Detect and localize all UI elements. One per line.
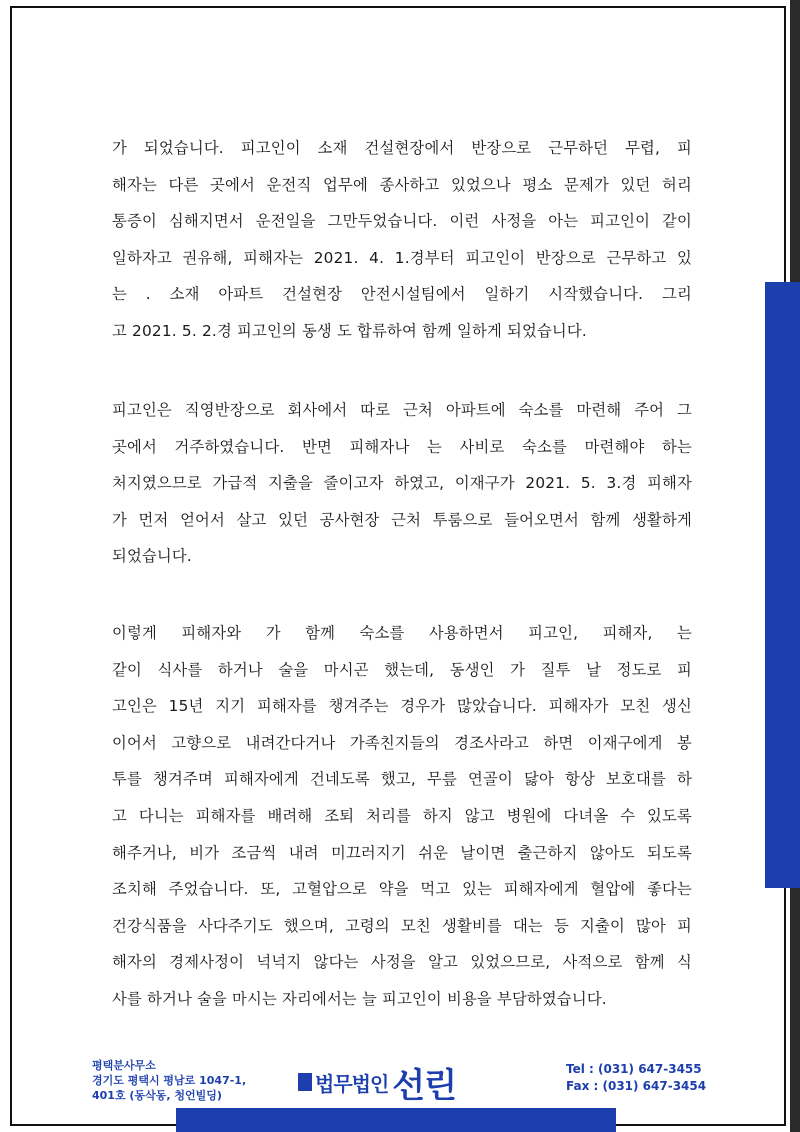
text-line: 투를 챙겨주며 피해자에게 건네도록 했고, 무릎 연골이 닳아 항상 보호대를 하	[112, 770, 692, 789]
footer-contact	[566, 1061, 706, 1095]
paragraph-2	[112, 392, 692, 575]
text-line: 는 . 소재 아파트 건설현장 안전시설팀에서 일하기 시작했습니다. 그리	[112, 285, 692, 304]
text-line: 이어서 고향으로 내려간다거나 가족친지들의 경조사라고 하면 이재구에게 봉	[112, 733, 692, 752]
office-name: 평택분사무소	[92, 1059, 156, 1072]
text-line: 곳에서 거주하였습니다. 반면 피해자나 는 사비로 숙소를 마련해야 하는	[112, 437, 692, 456]
text-line: 가 되었습니다. 피고인이 소재 건설현장에서 반장으로 근무하던 무렵, 피	[112, 139, 692, 157]
paragraph-1	[112, 130, 692, 350]
side-accent-stripe	[765, 282, 800, 888]
paragraph-3	[112, 615, 692, 1018]
firm-logo	[298, 1062, 456, 1106]
text-line: 가 먼저 얻어서 살고 있던 공사현장 근처 투룸으로 들어오면서 함께 생활하게	[112, 510, 692, 529]
text-line: 고 2021. 5. 2.경 피고인의 동생 도 합류하여 함께 일하게 되었습니다.	[112, 321, 587, 340]
logo-prefix: 법무법인	[315, 1071, 389, 1096]
text-line: 피고인은 직영반장으로 회사에서 따로 근처 아파트에 숙소를 마련해 주어 그	[112, 401, 692, 419]
text-line: 일하자고 권유해, 피해자는 2021. 4. 1.경부터 피고인이 반장으로 근무하고 있	[112, 248, 692, 267]
office-address-line-2: 401호 (동삭동, 청언빌딩)	[92, 1089, 222, 1102]
footer-office-info	[92, 1058, 246, 1103]
phone-number: Tel : (031) 647-3455	[566, 1062, 702, 1076]
text-line: 이렇게 피해자와 가 함께 숙소를 사용하면서 피고인, 피해자, 는	[112, 624, 692, 642]
office-address-line-1: 경기도 평택시 평남로 1047-1,	[92, 1074, 247, 1087]
text-line: 사를 하거나 술을 마시는 자리에서는 늘 피고인이 비용을 부담하였습니다.	[112, 989, 607, 1008]
text-line: 해주거나, 비가 조금씩 내려 미끄러지기 쉬운 날이면 출근하지 않아도 되도록	[112, 843, 692, 862]
text-line: 고 다니는 피해자를 배려해 조퇴 처리를 하지 않고 병원에 다녀올 수 있도록	[112, 806, 692, 825]
bottom-accent-stripe	[176, 1108, 616, 1132]
text-line: 같이 식사를 하거나 술을 마시곤 했는데, 동생인 가 질투 날 정도로 피	[112, 660, 692, 679]
text-line: 처지였으므로 가급적 지출을 줄이고자 하였고, 이재구가 2021. 5. 3.경 피해자	[112, 474, 692, 493]
logo-mark-icon	[298, 1073, 312, 1091]
fax-number: Fax : (031) 647-3454	[566, 1079, 707, 1093]
text-line: 고인은 15년 지기 피해자를 챙겨주는 경우가 많았습니다. 피해자가 모친 생신	[112, 697, 692, 716]
text-line: 건강식품을 사다주기도 했으며, 고령의 모친 생활비를 대는 등 지출이 많아 피	[112, 916, 692, 935]
text-line: 통증이 심해지면서 운전일을 그만두었습니다. 이런 사정을 아는 피고인이 같이	[112, 212, 692, 231]
text-line: 조치해 주었습니다. 또, 고혈압으로 약을 먹고 있는 피해자에게 혈압에 좋다는	[112, 880, 692, 899]
text-line: 되었습니다.	[112, 547, 192, 566]
text-line: 해자는 다른 곳에서 운전직 업무에 종사하고 있었으나 평소 문제가 있던 허리	[112, 175, 692, 194]
logo-name: 선린	[392, 1065, 456, 1106]
text-line: 해자의 경제사정이 넉넉지 않다는 사정을 알고 있었으므로, 사적으로 함께 식	[112, 953, 692, 972]
